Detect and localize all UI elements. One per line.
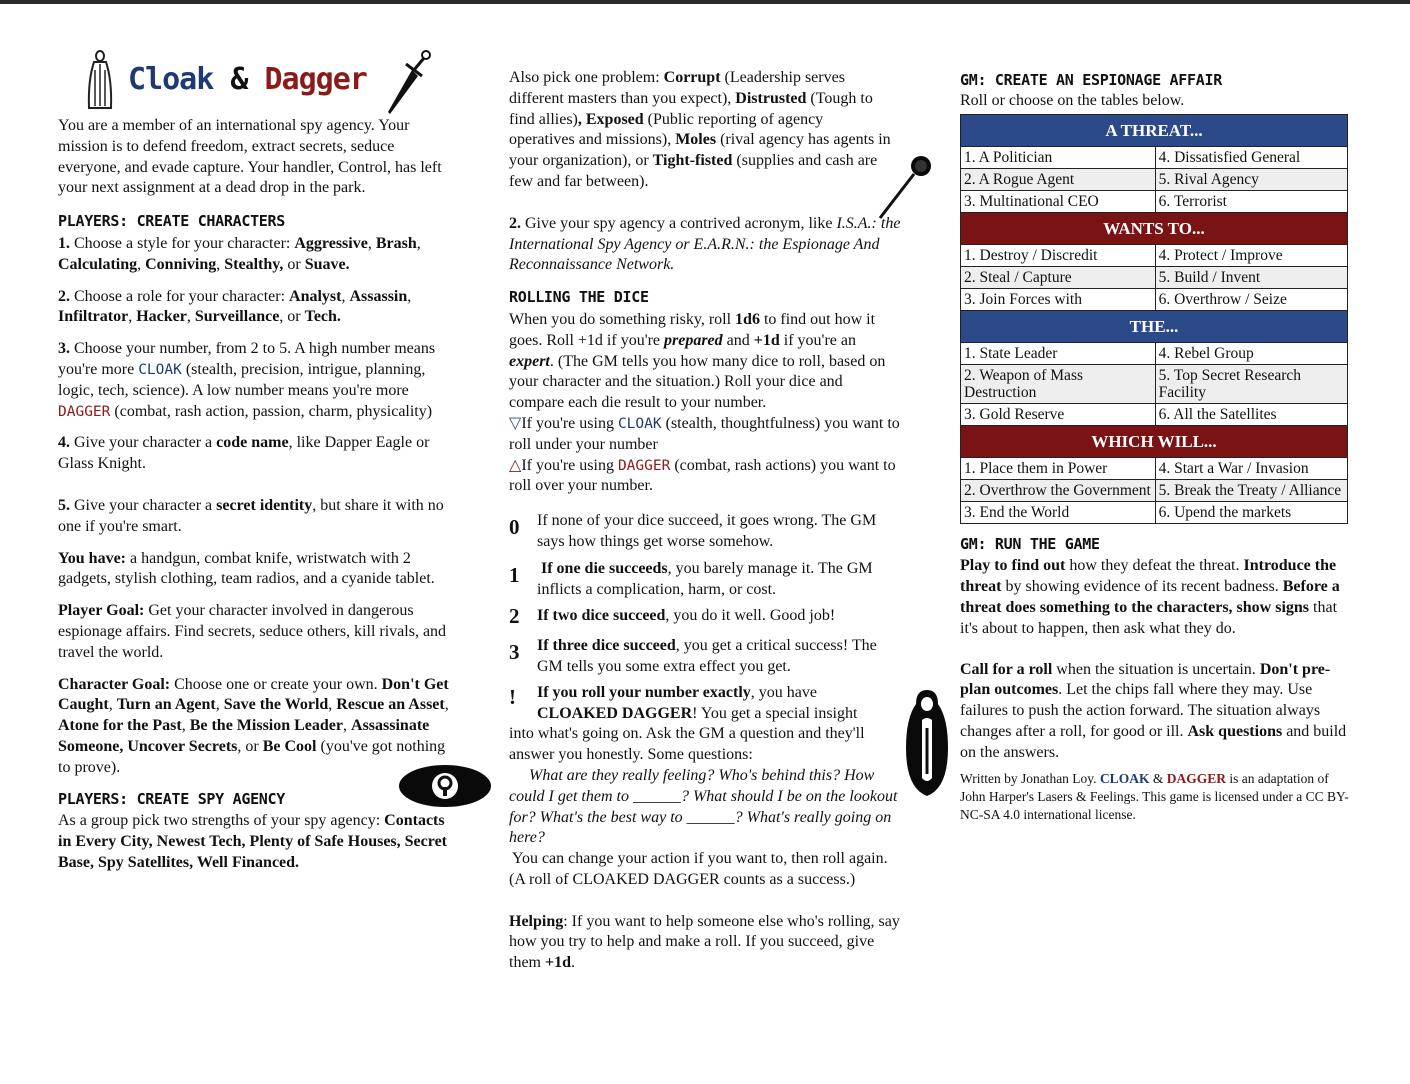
title-ampersand: & — [230, 62, 248, 97]
table-cell: 6. Upend the markets — [1155, 501, 1347, 523]
player-goal: Player Goal: Get your character involved in dangerous espionage affairs. Find secrets, seduce others, kill rivals, and travel the world. — [58, 602, 447, 661]
game-title — [128, 62, 367, 97]
triangle-down-icon: ▽ — [509, 414, 522, 432]
heading-rolling-dice: ROLLING THE DICE — [509, 288, 649, 307]
column-middle — [509, 68, 901, 974]
eye-icon — [398, 763, 492, 809]
helping-rule: Helping: If you want to help someone else who's rolling, say how you try to help and make a roll. If you succeed, give them +1d. — [509, 912, 900, 972]
outcome-exact: ! If you roll your number exactly, you have CLOAKED DAGGER! You get a special insight — [509, 683, 858, 722]
hooded-figure-icon — [904, 688, 950, 800]
outcome-3: 3 If three dice succeed, you get a critical success! The GM tells you some extra effect you get. — [509, 637, 877, 675]
table-cell: 6. All the Satellites — [1155, 403, 1347, 425]
table-head-which-will: WHICH WILL... — [961, 425, 1348, 457]
you-have: You have: a handgun, combat knife, wristwatch with 2 gadgets, stylish clothing, team radios, and a cyanide tablet. — [58, 549, 435, 588]
agency-problem: Also pick one problem: Corrupt (Leadership serves different masters than you expect), Distrusted (Tough to find allies), Exposed (Public reporting of agency operatives and missions), Moles (rival agency has agents in your organization), or Tight-fisted (supplies and cash are few and far between). — [509, 69, 891, 190]
table-cell: 3. Gold Reserve — [961, 403, 1156, 425]
table-cell: 3. Join Forces with — [961, 288, 1156, 310]
agency-strengths: As a group pick two strengths of your spy agency: Contacts in Every City, Newest Tech, Plenty of Safe Houses, Secret Base, Spy Satellites, Well Financed. — [58, 812, 447, 871]
table-cell: 5. Top Secret Research Facility — [1155, 364, 1347, 403]
logo — [58, 46, 450, 116]
example-questions: What are they really feeling? Who's behind this? How could I get them to ______? What should I be on the lookout for? What's the best way to ______? What's really going on here? — [509, 766, 898, 847]
outcome-list — [509, 511, 901, 724]
table-cell: 6. Overthrow / Seize — [1155, 288, 1347, 310]
dagger-icon — [384, 48, 434, 116]
outcome-0: 0 If none of your dice succeed, it goes wrong. The GM says how things get worse somehow. — [509, 512, 877, 550]
character-goal: Character Goal: Choose one or create your own. Don't Get Caught, Turn an Agent, Save the World, Rescue an Asset, Atone for the Past, Be the Mission Leader, Assassinate Someone, Uncover Secrets, or Be Cool (you've got nothing to prove). — [58, 675, 449, 776]
table-cell: 1. Place them in Power — [961, 457, 1156, 479]
step-4: 4. Give your character a code name, like Dapper Eagle or Glass Knight. — [58, 434, 430, 473]
espionage-affair-table — [960, 114, 1348, 524]
table-cell: 1. Destroy / Discredit — [961, 244, 1156, 266]
dagger-keyword: DAGGER — [58, 403, 111, 420]
table-cell: 5. Break the Treaty / Alliance — [1155, 479, 1347, 501]
table-cell: 6. Terrorist — [1155, 190, 1347, 212]
column-left — [58, 46, 450, 874]
credits: Written by Jonathan Loy. CLOAK & DAGGER is an adaptation of John Harper's Lasers & Feelings. This game is licensed under a CC BY-NC-SA 4.0 international license. — [960, 770, 1349, 822]
agency-acronym: 2. Give your spy agency a contrived acronym, like I.S.A.: the International Spy Agency or E.A.R.N.: the Espionage And Reconnaissance Network. — [509, 214, 901, 274]
title-dagger: Dagger — [264, 62, 367, 97]
table-cell: 4. Rebel Group — [1155, 342, 1347, 364]
magnifying-glass-icon — [877, 152, 937, 222]
triangle-up-icon: △ — [509, 456, 522, 474]
table-cell: 3. Multinational CEO — [961, 190, 1156, 212]
table-cell: 4. Start a War / Invasion — [1155, 457, 1347, 479]
step-5: 5. Give your character a secret identity, but share it with no one if you're smart. — [58, 496, 444, 535]
roll-over-rule: △If you're using DAGGER (combat, rash actions) you want to roll over your number. — [509, 456, 896, 495]
table-cell: 2. Weapon of Mass Destruction — [961, 364, 1156, 403]
change-action: You can change your action if you want to, then roll again. — [512, 850, 888, 868]
table-cell: 2. A Rogue Agent — [961, 168, 1156, 190]
table-instructions: Roll or choose on the tables below. — [960, 91, 1185, 109]
table-head-threat: A THREAT... — [961, 114, 1348, 146]
outcome-1: 1 If one die succeeds, you barely manage it. The GM inflicts a complication, harm, or cost. — [509, 559, 873, 598]
step-2: 2. Choose a role for your character: Analyst, Assassin, Infiltrator, Hacker, Surveillance, or Tech. — [58, 287, 412, 326]
table-head-wants: WANTS TO... — [961, 212, 1348, 244]
table-cell: 5. Build / Invent — [1155, 266, 1347, 288]
intro-text: You are a member of an international spy agency. Your mission is to defend freedom, extract secrets, seduce everyone, and evade capture. Your handler, Control, has left your next assignment at a dead drop in the park. — [58, 117, 442, 197]
table-cell: 2. Overthrow the Government — [961, 479, 1156, 501]
top-border — [0, 0, 1410, 4]
cloaked-dagger-success: (A roll of CLOAKED DAGGER counts as a success.) — [509, 870, 856, 888]
cloaked-figure-icon — [86, 50, 114, 110]
column-right — [960, 70, 1352, 824]
table-head-the: THE... — [961, 310, 1348, 342]
insight-text: into what's going on. Ask the GM a question and they'll answer you honestly. Some questions: — [509, 725, 865, 764]
run-game-paragraph-1: Play to find out how they defeat the threat. Introduce the threat by showing evidence of its recent badness. Before a threat does something to the characters, show signs that it's about to happen, then ask what they do. — [960, 557, 1340, 637]
heading-create-spy-agency: PLAYERS: CREATE SPY AGENCY — [58, 789, 286, 808]
rolling-rules: When you do something risky, roll 1d6 to find out how it goes. Roll +1d if you're prepared and +1d if you're an expert. (The GM tells you how many dice to roll, based on your character and the situation.) Roll your dice and compare each die result to your number. — [509, 310, 886, 412]
table-cell: 2. Steal / Capture — [961, 266, 1156, 288]
cloak-keyword: CLOAK — [138, 361, 182, 378]
run-game-paragraph-2: Call for a roll when the situation is uncertain. Don't pre-plan outcomes. Let the chips fall where they may. Use failures to push the action forward. The situation always changes after a roll, for good or ill. Ask questions and build on the answers. — [960, 660, 1347, 761]
outcome-2: 2 If two dice succeed, you do it well. Good job! — [509, 604, 836, 629]
roll-under-rule: ▽If you're using CLOAK (stealth, thoughtfulness) you want to roll under your number — [509, 414, 900, 453]
heading-run-game: GM: RUN THE GAME — [960, 534, 1100, 553]
table-cell: 5. Rival Agency — [1155, 168, 1347, 190]
table-cell: 4. Dissatisfied General — [1155, 146, 1347, 168]
title-cloak: Cloak — [128, 62, 214, 97]
table-cell: 1. State Leader — [961, 342, 1156, 364]
heading-create-characters: PLAYERS: CREATE CHARACTERS — [58, 212, 286, 231]
table-cell: 1. A Politician — [961, 146, 1156, 168]
table-cell: 4. Protect / Improve — [1155, 244, 1347, 266]
table-cell: 3. End the World — [961, 501, 1156, 523]
step-1: 1. Choose a style for your character: Aggressive, Brash, Calculating, Conniving, Stealthy, or Suave. — [58, 234, 421, 273]
heading-espionage-affair: GM: CREATE AN ESPIONAGE AFFAIR — [960, 71, 1222, 89]
step-3: 3. Choose your number, from 2 to 5. A high number means you're more CLOAK (stealth, precision, intrigue, planning, logic, tech, science). A low number means you're more DAGGER (combat, rash action, passion, charm, physicality) — [58, 340, 436, 420]
